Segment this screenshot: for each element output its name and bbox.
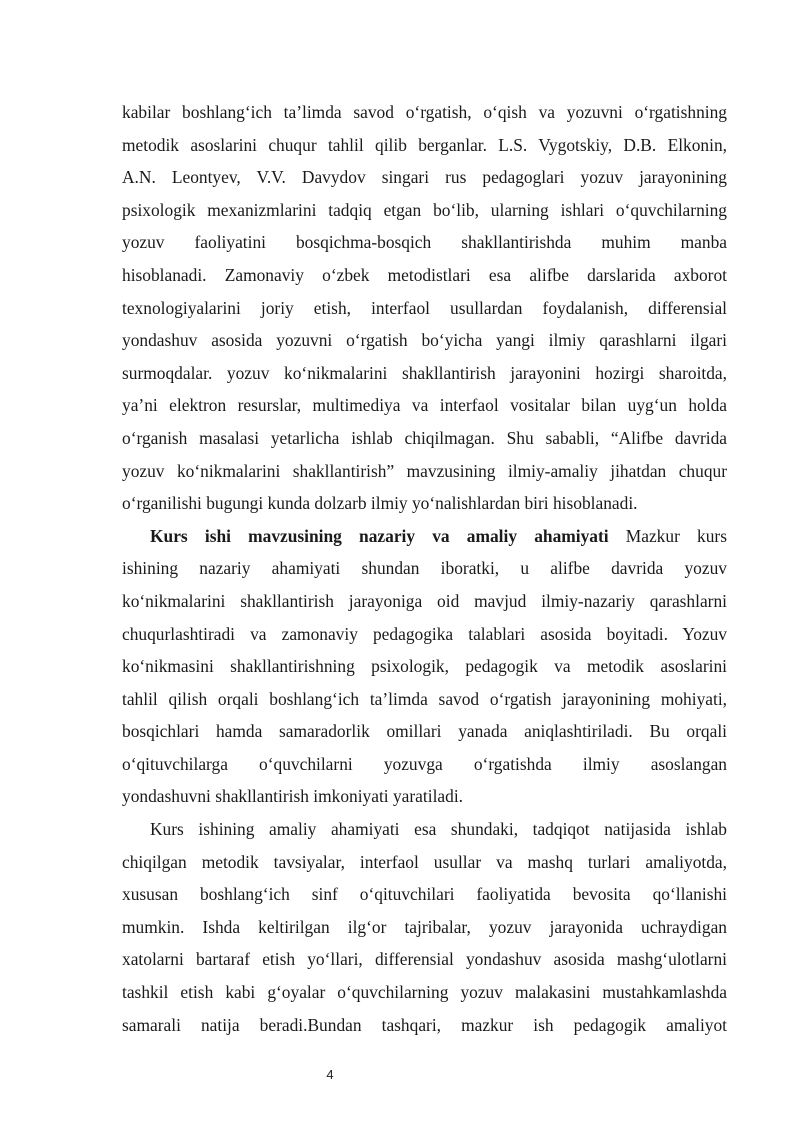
text-line: surmoqdalar. yozuv ko‘nikmalarini shakllantirish jarayonini hozirgi sharoitda, <box>122 362 727 383</box>
text-line: o‘rganish masalasi yetarlicha ishlab chiqilmagan. Shu sababli, “Alifbe davrida <box>122 427 727 448</box>
text-line: texnologiyalarini joriy etish, interfaol usullardan foydalanish, differensial <box>122 297 727 318</box>
text-line: psixologik mexanizmlarini tadqiq etgan bo‘lib, ularning ishlari o‘quvchilarning <box>122 199 727 220</box>
text-line: tahlil qilish orqali boshlang‘ich ta’limda savod o‘rgatish jarayonining mohiyati, <box>122 688 727 709</box>
text-line: ishining nazariy ahamiyati shundan iboratki, u alifbe davrida yozuv <box>122 558 727 579</box>
page-number: 4 <box>326 1067 334 1082</box>
text-line: tashkil etish kabi g‘oyalar o‘quvchilarning yozuv malakasini mustahkamlashda <box>122 982 727 1003</box>
text-line: chuqurlashtiradi va zamonaviy pedagogika talablari asosida boyitadi. Yozuv <box>122 623 727 644</box>
section-heading: Kurs ishi mavzusining nazariy va amaliy ahamiyati <box>150 525 609 546</box>
text-line: metodik asoslarini chuqur tahlil qilib berganlar. L.S. Vygotskiy, D.B. Elkonin, <box>122 134 727 155</box>
text-line: ko‘nikmalarini shakllantirish jarayoniga oid mavjud ilmiy-nazariy qarashlarni <box>122 590 727 611</box>
paragraph <box>122 96 727 520</box>
text-line: hisoblanadi. Zamonaviy o‘zbek metodistlari esa alifbe darslarida axborot <box>122 264 727 285</box>
paragraph <box>122 813 727 1041</box>
text-line: A.N. Leontyev, V.V. Davydov singari rus pedagoglari yozuv jarayonining <box>122 167 727 188</box>
text-run: Mazkur kurs <box>608 525 727 546</box>
text-line: kabilar boshlang‘ich ta’limda savod o‘rgatish, o‘qish va yozuvni o‘rgatishning <box>122 102 727 122</box>
text-line: Kurs ishining amaliy ahamiyati esa shundaki, tadqiqot natijasida ishlab <box>150 819 727 840</box>
paragraph <box>122 520 727 813</box>
text-line: ya’ni elektron resurslar, multimediya va interfaol vositalar bilan uyg‘un holda <box>122 395 727 416</box>
text-line: chiqilgan metodik tavsiyalar, interfaol usullar va mashq turlari amaliyotda, <box>122 851 727 872</box>
text-line: yozuv ko‘nikmalarini shakllantirish” mavzusining ilmiy-amaliy jihatdan chuqur <box>122 460 727 481</box>
text-line: ko‘nikmasini shakllantirishning psixologik, pedagogik va metodik asoslarini <box>122 656 727 677</box>
text-line: xatolarni bartaraf etish yo‘llari, differensial yondashuv asosida mashg‘ulotlarni <box>122 949 727 970</box>
text-line: yozuv faoliyatini bosqichma-bosqich shakllantirishda muhim manba <box>122 232 727 253</box>
text-line: o‘rganilishi bugungi kunda dolzarb ilmiy yo‘nalishlardan biri hisoblanadi. <box>122 493 638 514</box>
text-line: mumkin. Ishda keltirilgan ilg‘or tajribalar, yozuv jarayonida uchraydigan <box>122 916 727 937</box>
document-page <box>122 96 727 1041</box>
text-line: yondashuvni shakllantirish imkoniyati yaratiladi. <box>122 786 463 807</box>
text-line: samarali natija beradi.Bundan tashqari, mazkur ish pedagogik amaliyot <box>122 1014 727 1035</box>
text-line: bosqichlari hamda samaradorlik omillari yanada aniqlashtiriladi. Bu orqali <box>122 721 727 742</box>
text-line: o‘qituvchilarga o‘quvchilarni yozuvga o‘rgatishda ilmiy asoslangan <box>122 753 727 774</box>
text-line <box>122 520 727 553</box>
text-line: yondashuv asosida yozuvni o‘rgatish bo‘yicha yangi ilmiy qarashlarni ilgari <box>122 330 727 351</box>
text-line: xususan boshlang‘ich sinf o‘qituvchilari faoliyatida bevosita qo‘llanishi <box>122 884 727 905</box>
